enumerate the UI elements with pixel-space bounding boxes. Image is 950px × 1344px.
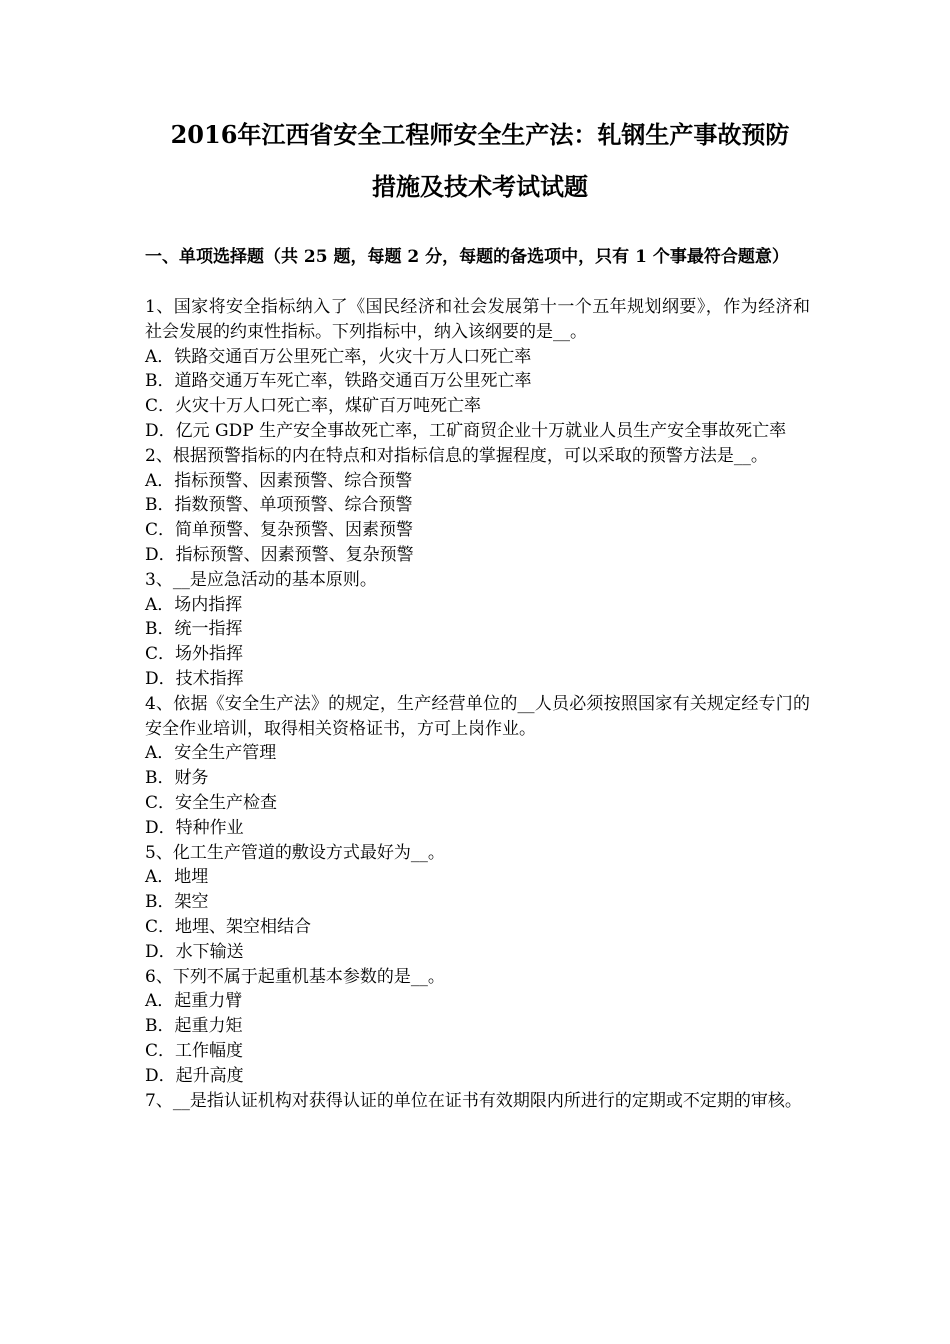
answer-option: D．起升高度 bbox=[145, 1065, 244, 1086]
answer-option: C．场外指挥 bbox=[145, 644, 244, 665]
question-item bbox=[145, 1089, 810, 1114]
question-stem: 1、国家将安全指标纳入了《国民经济和社会发展第十一个五年规划纲要》，作为经济和社会发展的约束性指标。下列指标中，纳入该纲要的是__。 bbox=[145, 297, 810, 342]
answer-option: A．指标预警、因素预警、综合预警 bbox=[145, 470, 413, 491]
answer-option: D．指标预警、因素预警、复杂预警 bbox=[145, 544, 414, 565]
question-stem: 6、下列不属于起重机基本参数的是__。 bbox=[145, 966, 445, 987]
section-heading: 一、单项选择题（共 25 题，每题 2 分，每题的备选项中，只有 1 个事最符合题意） bbox=[145, 247, 789, 267]
question-stem: 3、__是应急活动的基本原则。 bbox=[145, 569, 377, 590]
answer-option: A．起重力臂 bbox=[145, 991, 243, 1012]
answer-option: B．起重力矩 bbox=[145, 1016, 243, 1037]
answer-option: C．简单预警、复杂预警、因素预警 bbox=[145, 520, 414, 541]
answer-option: D．特种作业 bbox=[145, 817, 244, 838]
answer-option: A．场内指挥 bbox=[145, 594, 243, 615]
question-stem: 2、根据预警指标的内在特点和对指标信息的掌握程度，可以采取的预警方法是__。 bbox=[145, 445, 768, 466]
question-item bbox=[145, 295, 810, 444]
answer-option: D．水下输送 bbox=[145, 941, 244, 962]
answer-option: C．工作幅度 bbox=[145, 1040, 244, 1061]
answer-option: A．地埋 bbox=[145, 867, 209, 888]
answer-option: D．亿元 GDP 生产安全事故死亡率，工矿商贸企业十万就业人员生产安全事故死亡率 bbox=[145, 420, 787, 441]
answer-option: C．安全生产检查 bbox=[145, 792, 278, 813]
answer-option: D．技术指挥 bbox=[145, 668, 244, 689]
answer-option: C．火灾十万人口死亡率，煤矿百万吨死亡率 bbox=[145, 396, 482, 417]
question-stem: 7、__是指认证机构对获得认证的单位在证书有效期限内所进行的定期或不定期的审核。 bbox=[145, 1090, 802, 1111]
answer-option: A．铁路交通百万公里死亡率，火灾十万人口死亡率 bbox=[145, 346, 532, 367]
answer-option: A．安全生产管理 bbox=[145, 743, 277, 764]
answer-option: B．道路交通万车死亡率，铁路交通百万公里死亡率 bbox=[145, 371, 532, 392]
question-item bbox=[145, 444, 810, 568]
question-item bbox=[145, 692, 810, 841]
document-title-line-1: 2016年江西省安全工程师安全生产法：轧钢生产事故预防 bbox=[170, 120, 790, 149]
question-item bbox=[145, 568, 810, 692]
question-stem: 4、依据《安全生产法》的规定，生产经营单位的__人员必须按照国家有关规定经专门的安全作业培训，取得相关资格证书，方可上岗作业。 bbox=[145, 693, 810, 739]
question-list bbox=[145, 295, 810, 1113]
answer-option: B．财务 bbox=[145, 768, 209, 789]
question-stem: 5、化工生产管道的敷设方式最好为__。 bbox=[145, 842, 445, 863]
question-item bbox=[145, 841, 810, 965]
document-title-line-2: 措施及技术考试试题 bbox=[372, 172, 588, 201]
answer-option: B．统一指挥 bbox=[145, 619, 243, 640]
answer-option: B．架空 bbox=[145, 892, 209, 913]
answer-option: C．地埋、架空相结合 bbox=[145, 916, 312, 937]
answer-option: B．指数预警、单项预警、综合预警 bbox=[145, 495, 413, 516]
question-item bbox=[145, 965, 810, 1089]
